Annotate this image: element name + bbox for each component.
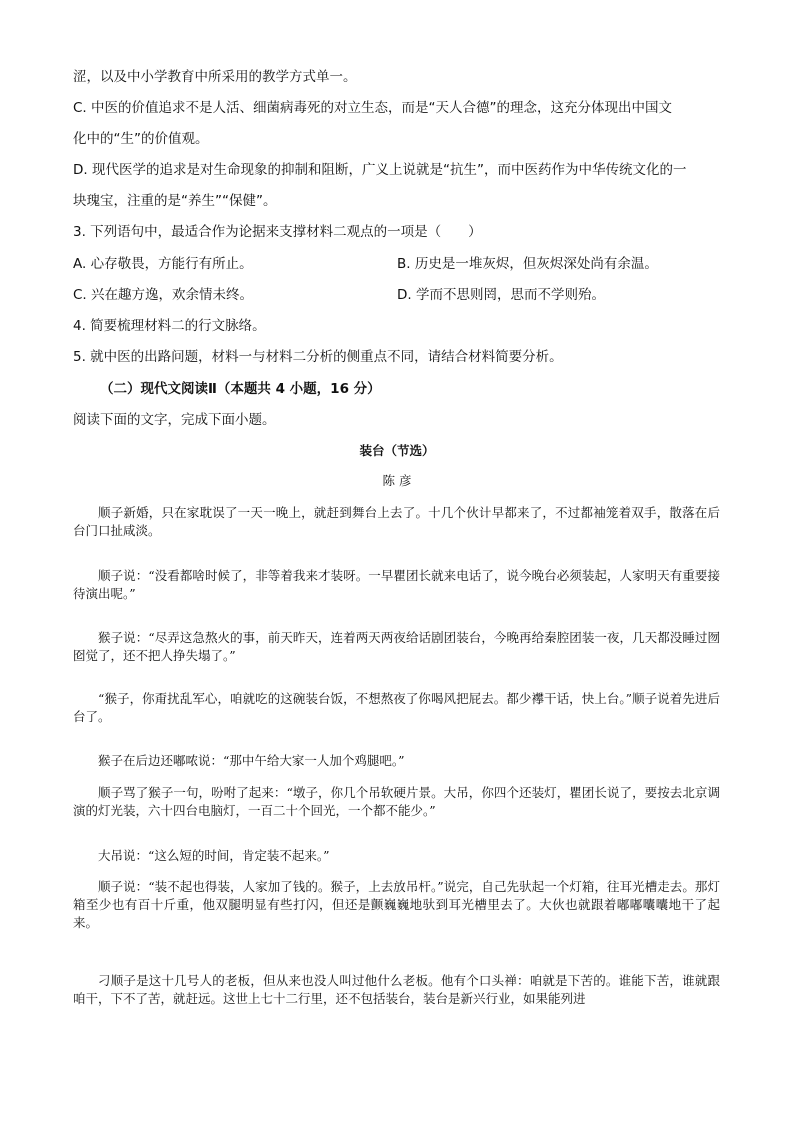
question-3-option-a: A. 心存敬畏，方能行有所止。	[73, 256, 253, 272]
question-3-option-b: B. 历史是一堆灰烬，但灰烬深处尚有余温。	[397, 256, 658, 272]
story-paragraph: “猴子，你甭扰乱军心，咱就吃的这碗装台饭，不想熬夜了你喝风把屁去。都少襻干话，快上台。”顺子说着先进后台了。	[73, 691, 720, 724]
option-d-line-1: D. 现代医学的追求是对生命现象的抑制和阻断，广义上说就是“抗生”，而中医药作为中华传统文化的一	[73, 162, 687, 178]
story-paragraph: 顺子说：“没看都啥时候了，非等着我来才装呀。一早瞿团长就来电话了，说今晚台必须装起，人家明天有重要接待演出呢。”	[73, 568, 720, 601]
story-paragraph: 顺子骂了猴子一句，吩咐了起来：“墩子，你几个吊软硬片景。大吊，你四个还装灯，瞿团长说了，要按去北京调演的灯光装，六十四台电脑灯，一百二十个回光，一个都不能少。”	[73, 785, 720, 818]
section-heading: （二）现代文阅读Ⅱ（本题共 4 小题，16 分）	[100, 381, 381, 397]
story-paragraph: 猴子在后边还嘟哝说：“那中午给大家一人加个鸡腿吧。”	[98, 753, 405, 768]
question-3-option-c: C. 兴在趣方逸，欢余情未终。	[73, 287, 254, 303]
story-title: 装台（节选）	[359, 443, 435, 458]
continuation-text: 涩，以及中小学教育中所采用的教学方式单一。	[73, 69, 357, 85]
story-paragraph: 刁顺子是这十几号人的老板，但从来也没人叫过他什么老板。他有个口头禅：咱就是下苦的。谁能下苦，谁就跟咱干，下不了苦，就赶远。这世上七十二行里，还不包括装台，装台是新兴行业，如果能列进	[73, 973, 720, 1006]
question-3-option-d: D. 学而不思则罔，思而不学则殆。	[397, 287, 605, 303]
story-paragraph: 顺子说：“装不起也得装，人家加了钱的。猴子，上去放吊杆。”说完，自己先驮起一个灯箱，往耳光槽走去。那灯箱至少也有百十斤重，他双腿明显有些打闪，但还是颤巍巍地驮到耳光槽里去了。大伙也就跟着嘟嘟囔囔地干了起来。	[73, 879, 720, 930]
story-author: 陈 彦	[382, 473, 412, 488]
option-c-line-1: C. 中医的价值追求不是人活、细菌病毒死的对立生态，而是“天人合德”的理念，这充分体现出中国文	[73, 100, 672, 116]
story-paragraph: 大吊说：“这么短的时间，肯定装不起来。”	[98, 848, 330, 863]
story-paragraph: 猴子说：“尽弄这急熬火的事，前天昨天，连着两天两夜给话剧团装台，今晚再给秦腔团装一夜，几天都没睡过囫囵觉了，还不把人挣失塌了。”	[73, 630, 720, 663]
option-c-line-2: 化中的“生”的价值观。	[73, 131, 209, 147]
question-5: 5. 就中医的出路问题，材料一与材料二分析的侧重点不同，请结合材料简要分析。	[73, 349, 563, 365]
story-paragraph: 顺子新婚，只在家耽误了一天一晚上，就赶到舞台上去了。十几个伙计早都来了，不过都袖笼着双手，散落在后台门口扯咸淡。	[73, 505, 720, 538]
question-4: 4. 简要梳理材料二的行文脉络。	[73, 318, 266, 334]
section-instruction: 阅读下面的文字，完成下面小题。	[73, 412, 276, 428]
question-3-stem: 3. 下列语句中，最适合作为论据来支撑材料二观点的一项是（ ）	[73, 224, 482, 240]
option-d-line-2: 块瑰宝，注重的是“养生”“保健”。	[73, 193, 277, 209]
